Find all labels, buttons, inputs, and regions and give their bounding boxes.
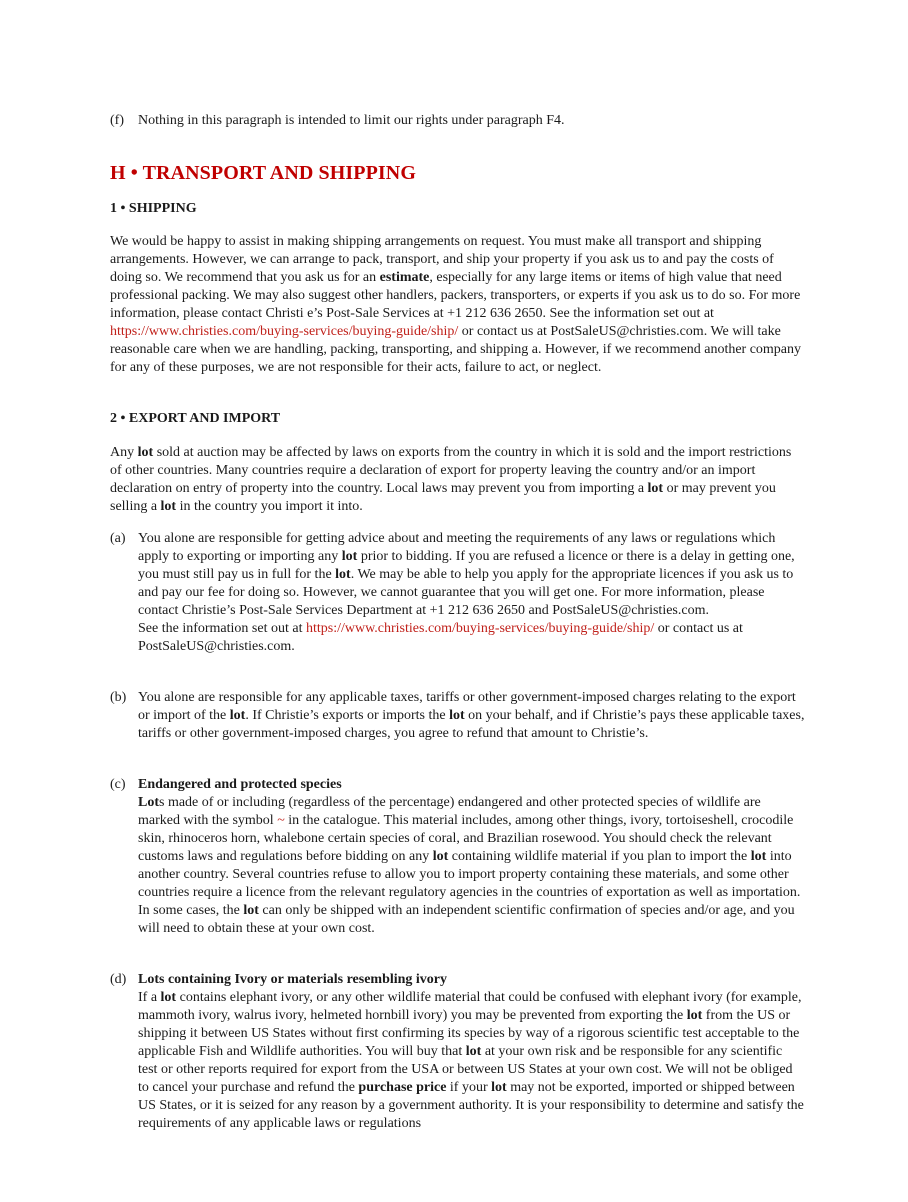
- purchase-price-term: purchase price: [358, 1080, 447, 1095]
- item-d: [110, 971, 805, 1133]
- text-run: If a: [138, 990, 161, 1005]
- item-label: (a): [110, 531, 126, 546]
- item-a-see-info: [138, 620, 805, 656]
- lot-term: lot: [449, 708, 465, 723]
- text-run: in the country you import it into.: [176, 499, 363, 514]
- item-label: (c): [110, 777, 126, 792]
- item-c-text: [138, 794, 805, 938]
- lot-term: lot: [465, 1044, 482, 1059]
- shipping-heading: 1 • SHIPPING: [110, 201, 197, 216]
- text-run: into another country. Several countries refuse to allow you to import property containing these materials, and some other countries require a licence from the relevant regulatory agencies in the countries of exportation as well as importation. In some cases, the: [138, 849, 801, 918]
- item-d-text: [138, 989, 805, 1133]
- item-title: Endangered and protected species: [138, 777, 342, 792]
- paragraph-label: (f): [110, 113, 124, 128]
- text-run: See the information set out at: [138, 621, 306, 636]
- item-c-title: [138, 776, 805, 794]
- lot-term: lot: [160, 990, 177, 1005]
- shipping-guide-link[interactable]: https://www.christies.com/buying-services/buying-guide/ship/: [305, 621, 655, 636]
- text-run: or contact us at PostSaleUS@christies.com.: [138, 621, 743, 654]
- item-a: [110, 530, 805, 656]
- item-c: [110, 776, 805, 938]
- text-run: sold at auction may be affected by laws on exports from the country in which it is sold and the import restrictions of other countries. Many countries require a declaration of export for property leaving the country and/or an import declaration on entry of property into the country. Local laws may prevent you from importing a: [110, 445, 792, 496]
- lot-term: lot: [647, 481, 664, 496]
- text-run: in the catalogue. This material includes, among other things, ivory, tortoiseshell, crocodile skin, rhinoceros horn, whalebone certain species of coral, and Brazilian rosewood. You should check the relevant customs laws and regulations before bidding on any: [138, 813, 794, 864]
- paragraph-text: Nothing in this paragraph is intended to limit our rights under paragraph F4.: [138, 113, 565, 128]
- lot-term: lot: [750, 849, 767, 864]
- text-run: may not be exported, imported or shipped between US States, or it is seized for any reason by a government authority. It is your responsibility to determine and satisfy the requirements of any applicable laws or regulations: [138, 1080, 804, 1131]
- text-run: containing wildlife material if you plan to import the: [448, 849, 751, 864]
- lot-term: lot: [229, 708, 246, 723]
- lot-term: lot: [686, 1008, 703, 1023]
- text-run: contains elephant ivory, or any other wildlife material that could be confused with elephant ivory (for example, mammoth ivory, walrus ivory, helmeted hornbill ivory) you may be prevented from exporting the: [138, 990, 802, 1023]
- text-run: if your: [446, 1080, 492, 1095]
- text-run: You alone are responsible for getting advice about and meeting the requirements of any laws or regulations which apply to exporting or importing any: [138, 531, 776, 564]
- lot-term: lot: [160, 499, 177, 514]
- text-run: Any: [110, 445, 138, 460]
- text-run: , especially for any large items or items of high value that need professional packing. We may also suggest other handlers, packers, transporters, or experts if you ask us to do so. For more information, please contact Christi e’s Post-Sale Services at +1 212 636 2650. See the information set out at: [110, 270, 801, 321]
- lot-term: lot: [341, 549, 358, 564]
- item-b: [110, 689, 805, 743]
- estimate-term: estimate: [379, 270, 430, 285]
- item-label: (b): [110, 690, 127, 705]
- text-run: You alone are responsible for any applicable taxes, tariffs or other government-imposed charges relating to the export or import of the: [138, 690, 796, 723]
- text-run: or contact us at PostSaleUS@christies.com. We will take reasonable care when we are handling, packing, transporting, and shipping a. However, if we recommend another company for any of these purposes, we are not responsible for their acts, failure to act, or neglect.: [110, 324, 802, 375]
- item-a-text: [138, 530, 805, 620]
- text-run: prior to bidding. If you are refused a licence or there is a delay in getting one, you must still pay us in full for the: [138, 549, 795, 582]
- export-heading: 2 • EXPORT AND IMPORT: [110, 411, 281, 426]
- lot-term: lot: [243, 903, 259, 918]
- lot-term: lot: [432, 849, 449, 864]
- text-run: or may prevent you selling a: [110, 481, 776, 514]
- shipping-guide-link[interactable]: https://www.christies.com/buying-services/buying-guide/ship/: [110, 324, 459, 339]
- text-run: We would be happy to assist in making shipping arrangements on request. You must make all transport and shipping arrangements. However, we can arrange to pack, transport, and ship your property if you ask us to and pay the costs of doing so. We recommend that you ask us for an: [110, 234, 774, 285]
- lot-term: Lot: [138, 795, 159, 810]
- text-run: s made of or including (regardless of the percentage) endangered and other protected species of wildlife are marked with the symbol: [138, 795, 761, 828]
- text-run: on your behalf, and if Christie’s pays these applicable taxes, tariffs or other government-imposed charges, you agree to refund that amount to Christie’s.: [138, 708, 805, 741]
- item-title: Lots containing Ivory or materials resembling ivory: [138, 972, 448, 987]
- text-run: from the US or shipping it between US States without first confirming its species by way of a rigorous scientific test acceptable to the applicable Fish and Wildlife authorities. You will buy that: [138, 1008, 800, 1059]
- wildlife-symbol: ~: [277, 813, 285, 828]
- text-run: . If Christie’s exports or imports the: [245, 708, 450, 723]
- shipping-paragraph: [110, 233, 805, 377]
- text-run: . We may be able to help you apply for the appropriate licences if you ask us to and pay our fee for doing so. However, we cannot guarantee that you will get one. For more information, please contact Christie’s Post-Sale Services Department at +1 212 636 2650 and PostSaleUS@christies.com.: [138, 567, 794, 618]
- export-paragraph: [110, 444, 805, 516]
- item-b-text: [138, 689, 805, 743]
- text-run: at your own risk and be responsible for any scientific test or other reports required for export from the USA or between US States at your own cost. We will not be obliged to cancel your purchase and refund the: [138, 1044, 793, 1095]
- item-label: (d): [110, 972, 127, 987]
- lot-term: lot: [491, 1080, 507, 1095]
- text-run: can only be shipped with an independent scientific confirmation of species and/or age, and you will need to obtain these at your own cost.: [138, 903, 795, 936]
- paragraph-f: [110, 112, 805, 130]
- lot-term: lot: [137, 445, 154, 460]
- item-d-title: [138, 971, 805, 989]
- section-title: H • TRANSPORT AND SHIPPING: [110, 162, 416, 184]
- lot-term: lot: [335, 567, 351, 582]
